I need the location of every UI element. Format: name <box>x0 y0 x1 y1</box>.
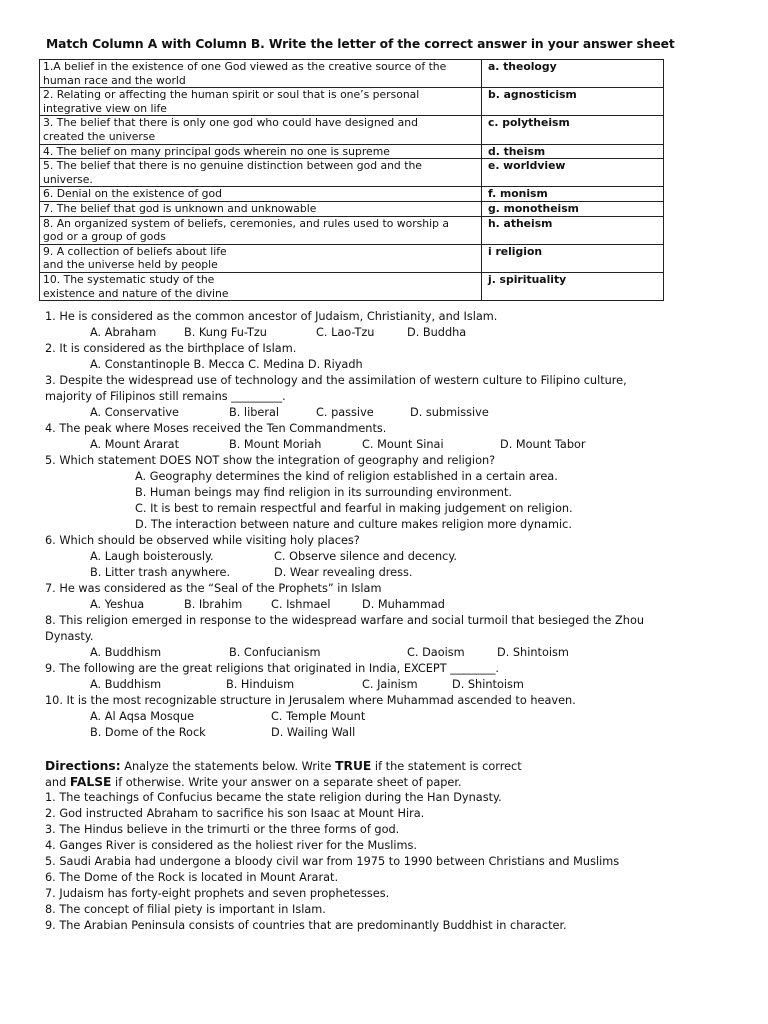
option-8a: A. Buddhism <box>90 646 162 659</box>
option-1a: A. Abraham <box>90 326 157 339</box>
option-7d: D. Muhammad <box>362 598 445 611</box>
question-3-continued: majority of Filipinos still remains _________. <box>45 390 286 403</box>
option-9b: B. Hinduism <box>226 678 295 691</box>
column-b-cell: a. theology <box>482 60 664 88</box>
matching-table <box>39 59 664 301</box>
column-a-cell: 6. Denial on the existence of god <box>40 187 482 202</box>
tf-directions: Directions: Analyze the statements below. Write TRUE if the statement is correct <box>45 759 522 773</box>
question-1: 1. He is considered as the common ancestor of Judaism, Christianity, and Islam. <box>45 310 498 323</box>
column-a-cell: 10. The systematic study of the existence and nature of the divine <box>40 272 482 300</box>
tf-item-1: 1. The teachings of Confucius became the state religion during the Han Dynasty. <box>45 791 502 804</box>
tf-item-5: 5. Saudi Arabia had undergone a bloody civil war from 1975 to 1990 between Christians and Muslims <box>45 855 620 868</box>
column-b-cell: e. worldview <box>482 159 664 187</box>
option-1b: B. Kung Fu-Tzu <box>184 326 267 339</box>
column-a-cell: 3. The belief that there is only one god who could have designed and created the universe <box>40 116 482 144</box>
option-3b: B. liberal <box>229 406 280 419</box>
table-row <box>40 187 664 202</box>
tf-item-8: 8. The concept of filial piety is important in Islam. <box>45 903 326 916</box>
question-5: 5. Which statement DOES NOT show the integration of geography and religion? <box>45 454 496 467</box>
option-7c: C. Ishmael <box>271 598 331 611</box>
option-4d: D. Mount Tabor <box>500 438 586 451</box>
question-10: 10. It is the most recognizable structure in Jerusalem where Muhammad ascended to heaven. <box>45 694 576 707</box>
table-row <box>40 244 664 272</box>
column-a-cell: 1.A belief in the existence of one God viewed as the creative source of the human race and the world <box>40 60 482 88</box>
options-2: A. Constantinople B. Mecca C. Medina D. Riyadh <box>90 358 363 371</box>
question-8: 8. This religion emerged in response to the widespread warfare and social turmoil that besieged the Zhou <box>45 614 645 627</box>
option-1c: C. Lao-Tzu <box>316 326 375 339</box>
table-row <box>40 216 664 244</box>
table-row <box>40 272 664 300</box>
column-b-cell: g. monotheism <box>482 201 664 216</box>
option-10c: C. Temple Mount <box>271 710 366 723</box>
option-8d: D. Shintoism <box>497 646 569 659</box>
option-3d: D. submissive <box>410 406 489 419</box>
option-3a: A. Conservative <box>90 406 179 419</box>
column-a-cell: 2. Relating or affecting the human spirit or soul that is one’s personal integrative view on life <box>40 88 482 116</box>
table-row <box>40 159 664 187</box>
column-a-cell: 5. The belief that there is no genuine distinction between god and the universe. <box>40 159 482 187</box>
option-7a: A. Yeshua <box>90 598 145 611</box>
option-6d: D. Wear revealing dress. <box>274 566 413 579</box>
table-row <box>40 88 664 116</box>
question-7: 7. He was considered as the “Seal of the Prophets” in Islam <box>45 582 382 595</box>
table-row <box>40 116 664 144</box>
option-8b: B. Confucianism <box>229 646 321 659</box>
false-keyword: FALSE <box>69 775 112 789</box>
column-b-cell: h. atheism <box>482 216 664 244</box>
tf-item-4: 4. Ganges River is considered as the holiest river for the Muslims. <box>45 839 418 852</box>
option-6a: A. Laugh boisterously. <box>90 550 214 563</box>
option-5d: D. The interaction between nature and culture makes religion more dynamic. <box>135 518 572 531</box>
option-1d: D. Buddha <box>407 326 467 339</box>
question-8-continued: Dynasty. <box>45 630 94 643</box>
table-row <box>40 60 664 88</box>
tf-directions-continued: and FALSE if otherwise. Write your answer on a separate sheet of paper. <box>45 775 462 789</box>
column-a-cell: 7. The belief that god is unknown and unknowable <box>40 201 482 216</box>
option-10d: D. Wailing Wall <box>271 726 356 739</box>
option-10b: B. Dome of the Rock <box>90 726 206 739</box>
tf-item-3: 3. The Hindus believe in the trimurti or the three forms of god. <box>45 823 400 836</box>
option-10a: A. Al Aqsa Mosque <box>90 710 195 723</box>
option-4b: B. Mount Moriah <box>229 438 322 451</box>
column-a-cell: 9. A collection of beliefs about life and the universe held by people <box>40 244 482 272</box>
column-b-cell: f. monism <box>482 187 664 202</box>
question-6: 6. Which should be observed while visiting holy places? <box>45 534 360 547</box>
option-9a: A. Buddhism <box>90 678 162 691</box>
column-b-cell: b. agnosticism <box>482 88 664 116</box>
tf-item-2: 2. God instructed Abraham to sacrifice his son Isaac at Mount Hira. <box>45 807 425 820</box>
option-7b: B. Ibrahim <box>184 598 243 611</box>
option-4a: A. Mount Ararat <box>90 438 180 451</box>
column-b-cell: c. polytheism <box>482 116 664 144</box>
tf-item-9: 9. The Arabian Peninsula consists of countries that are predominantly Buddhist in character. <box>45 919 567 932</box>
question-3: 3. Despite the widespread use of technology and the assimilation of western culture to Filipino culture, <box>45 374 627 387</box>
option-5c: C. It is best to remain respectful and fearful in making judgement on religion. <box>135 502 573 515</box>
option-5a: A. Geography determines the kind of religion established in a certain area. <box>135 470 558 483</box>
matching-instructions: Match Column A with Column B. Write the letter of the correct answer in your answer sheet <box>46 37 675 51</box>
column-b-cell: i religion <box>482 244 664 272</box>
table-row <box>40 201 664 216</box>
question-4: 4. The peak where Moses received the Ten Commandments. <box>45 422 387 435</box>
option-4c: C. Mount Sinai <box>362 438 444 451</box>
column-b-cell: d. theism <box>482 144 664 159</box>
question-2: 2. It is considered as the birthplace of Islam. <box>45 342 297 355</box>
option-9c: C. Jainism <box>362 678 418 691</box>
column-b-cell: j. spirituality <box>482 272 664 300</box>
option-3c: C. passive <box>316 406 374 419</box>
tf-item-6: 6. The Dome of the Rock is located in Mount Ararat. <box>45 871 339 884</box>
option-6c: C. Observe silence and decency. <box>274 550 458 563</box>
directions-label: Directions: <box>45 759 121 773</box>
option-6b: B. Litter trash anywhere. <box>90 566 231 579</box>
column-a-cell: 4. The belief on many principal gods wherein no one is supreme <box>40 144 482 159</box>
column-a-cell: 8. An organized system of beliefs, ceremonies, and rules used to worship a god or a group of gods <box>40 216 482 244</box>
option-5b: B. Human beings may find religion in its surrounding environment. <box>135 486 512 499</box>
option-8c: C. Daoism <box>407 646 465 659</box>
tf-item-7: 7. Judaism has forty-eight prophets and seven prophetesses. <box>45 887 390 900</box>
table-row <box>40 144 664 159</box>
true-keyword: TRUE <box>335 759 372 773</box>
question-9: 9. The following are the great religions that originated in India, EXCEPT ________. <box>45 662 499 675</box>
option-9d: D. Shintoism <box>452 678 524 691</box>
